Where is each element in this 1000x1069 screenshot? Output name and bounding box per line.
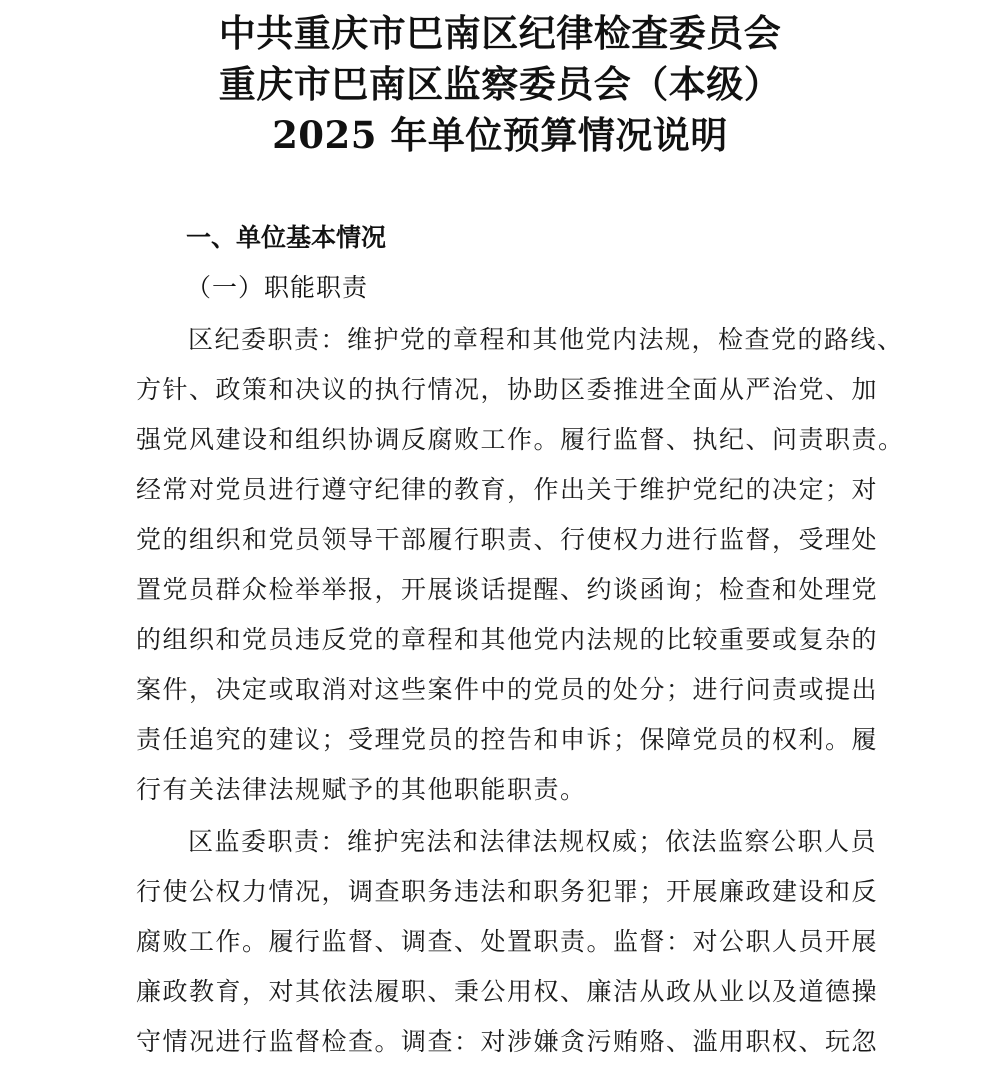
paragraph-line: 区监委职责：维护宪法和法律法规权威；依法监察公职人员 bbox=[188, 827, 878, 856]
paragraph-supervision-commission-duties bbox=[136, 817, 896, 1067]
paragraph-line: 经常对党员进行遵守纪律的教育，作出关于维护党纪的决定；对 bbox=[136, 475, 879, 504]
paragraph-line: 行有关法律法规赋予的其他职能职责。 bbox=[136, 775, 587, 804]
paragraph-line: 廉政教育，对其依法履职、秉公用权、廉洁从政从业以及道德操 bbox=[136, 977, 879, 1006]
paragraph-discipline-commission-duties bbox=[136, 315, 905, 815]
section-heading-basic-info: 一、单位基本情况 bbox=[186, 223, 387, 252]
paragraph-line: 强党风建设和组织协调反腐败工作。履行监督、执纪、问责职责。 bbox=[136, 425, 905, 454]
paragraph-line: 方针、政策和决议的执行情况，协助区委推进全面从严治党、加 bbox=[136, 375, 879, 404]
paragraph-line: 责任追究的建议；受理党员的控告和申诉；保障党员的权利。履 bbox=[136, 725, 879, 754]
document-title bbox=[0, 8, 1000, 161]
subheading-functions-duties: （一）职能职责 bbox=[186, 273, 369, 302]
paragraph-line: 区纪委职责：维护党的章程和其他党内法规，检查党的路线、 bbox=[188, 325, 904, 354]
paragraph-line: 置党员群众检举举报，开展谈话提醒、约谈函询；检查和处理党 bbox=[136, 575, 879, 604]
paragraph-line: 的组织和党员违反党的章程和其他党内法规的比较重要或复杂的 bbox=[136, 625, 879, 654]
title-line-2: 重庆市巴南区监察委员会（本级） bbox=[218, 62, 782, 106]
title-line-1: 中共重庆市巴南区纪律检查委员会 bbox=[218, 11, 782, 55]
paragraph-line: 守情况进行监督检查。调查：对涉嫌贪污贿赂、滥用职权、玩忽 bbox=[136, 1027, 879, 1056]
paragraph-line: 行使公权力情况，调查职务违法和职务犯罪；开展廉政建设和反 bbox=[136, 877, 879, 906]
title-line-3: 2025 年单位预算情况说明 bbox=[272, 113, 728, 157]
paragraph-line: 党的组织和党员领导干部履行职责、行使权力进行监督，受理处 bbox=[136, 525, 879, 554]
paragraph-line: 案件，决定或取消对这些案件中的党员的处分；进行问责或提出 bbox=[136, 675, 879, 704]
paragraph-line: 腐败工作。履行监督、调查、处置职责。监督：对公职人员开展 bbox=[136, 927, 879, 956]
